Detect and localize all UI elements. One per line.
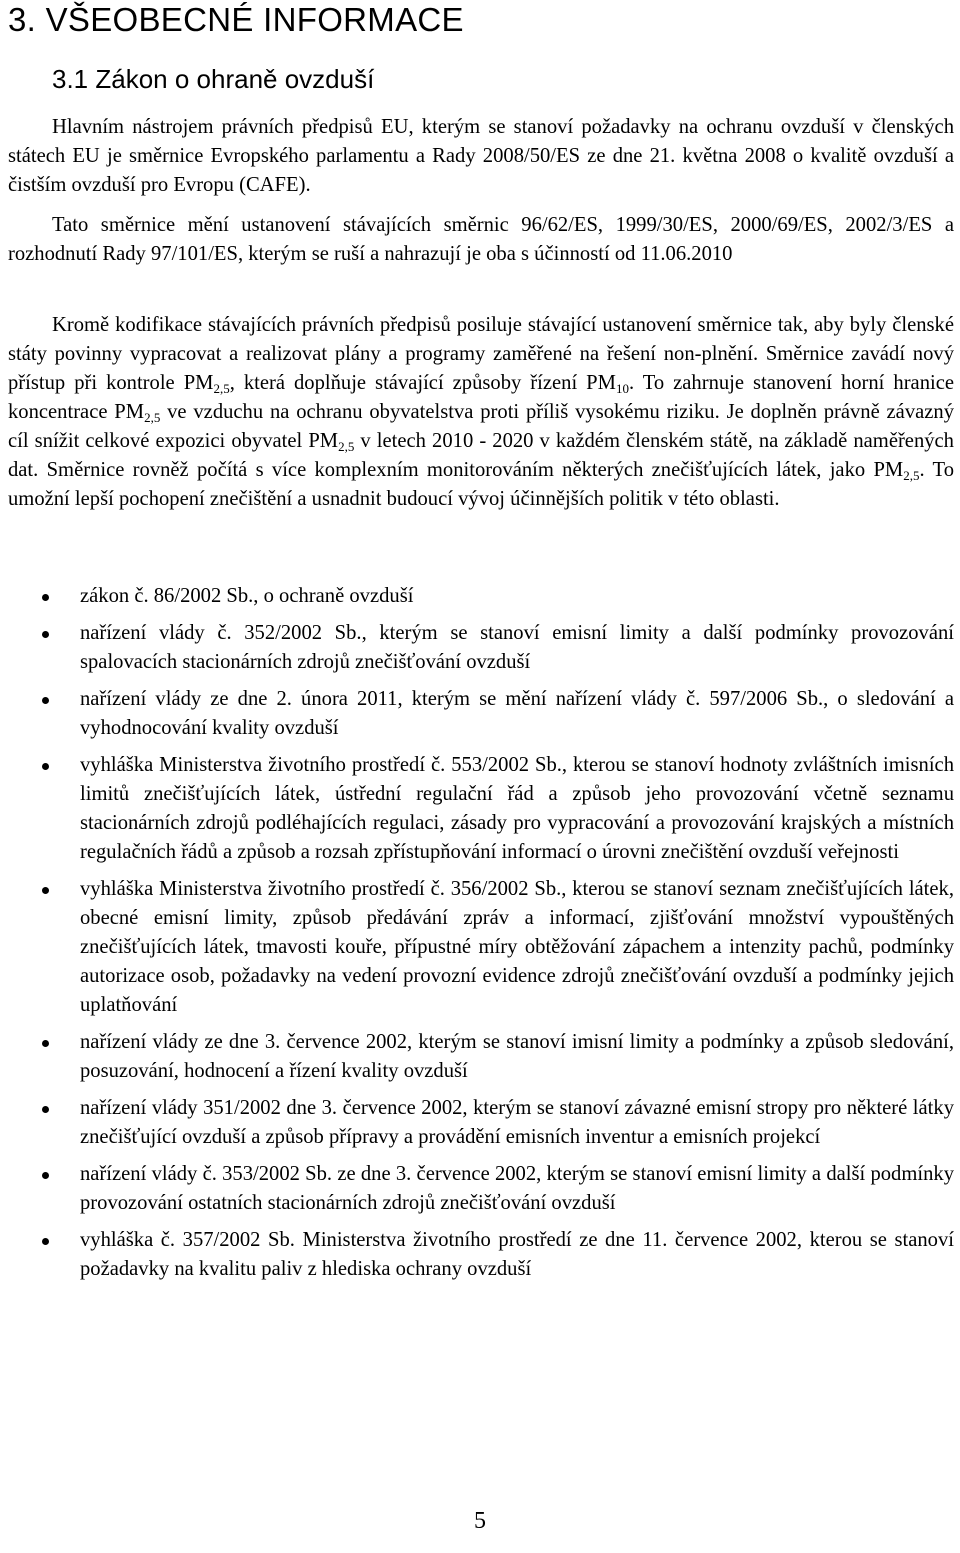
bullet-icon (42, 887, 49, 894)
paragraph-intro (8, 113, 954, 200)
list-item (8, 1094, 954, 1152)
list-item-text: vyhláška Ministerstva životního prostředí č. 356/2002 Sb., kterou se stanoví seznam znečišťujících látek, obecné emisní limity, způsob předávání zpráv a informací, zjišťování množství vypouštěných znečišťujících látek, tmavosti kouře, přípustné míry obtěžování zápachem a intenzity pachů, podmínky autorizace osob, požadavky na vedení provozní evidence zdrojů znečišťování ovzduší a podmínky jejich uplatňování (80, 878, 954, 1016)
bullet-icon (42, 594, 49, 601)
paragraph-amendments (8, 211, 954, 269)
list-item (8, 1160, 954, 1218)
subscript: 10 (615, 381, 629, 396)
list-item-text: nařízení vlády 351/2002 dne 3. července 2002, kterým se stanoví závazné emisní stropy pro některé látky znečišťující ovzduší a způsob přípravy a provádění emisních inventur a emisních projekcí (80, 1097, 954, 1148)
subscript: 2,5 (144, 410, 161, 425)
bullet-icon (42, 763, 49, 770)
bullet-icon (42, 1172, 49, 1179)
list-item (8, 875, 954, 1020)
paragraph-text: , která doplňuje stávající způsoby řízení PM (229, 372, 616, 394)
list-item-text: vyhláška Ministerstva životního prostředí č. 553/2002 Sb., kterou se stanoví hodnoty zvláštních imisních limitů znečišťujících látek, ústřední regulační řád a způsob jeho provozování včetně seznamu stacionárních zdrojů podléhajících regulaci, zásady pro vypracování a provozování krajských a místních regulačních řádů a způsob a rozsah zpřístupňování informací o úrovni znečištění ovzduší veřejnosti (80, 754, 954, 863)
legislation-list (8, 582, 954, 1292)
list-item-text: nařízení vlády č. 352/2002 Sb., kterým se stanoví emisní limity a další podmínky provozování spalovacích stacionárních zdrojů znečišťování ovzduší (80, 622, 954, 673)
list-item-text: zákon č. 86/2002 Sb., o ochraně ovzduší (80, 585, 414, 607)
subscript: 2,5 (903, 468, 920, 483)
list-item-text: nařízení vlády ze dne 3. července 2002, kterým se stanoví imisní limity a podmínky a způsob sledování, posuzování, hodnocení a řízení kvality ovzduší (80, 1031, 954, 1082)
paragraph-text: . To zahrnuje stanovení horní hranice koncentrace PM (8, 372, 954, 423)
bullet-icon (42, 697, 49, 704)
paragraph-codification (8, 311, 954, 514)
list-item (8, 685, 954, 743)
list-item (8, 751, 954, 867)
list-item (8, 582, 954, 611)
paragraph-intro-text: Hlavním nástrojem právních předpisů EU, kterým se stanoví požadavky na ochranu ovzduší v členských státech EU je směrnice Evropského parlamentu a Rady 2008/50/ES ze dne 21. května 2008 o kvalitě ovzduší a čistším ovzduší pro Evropu (CAFE). (8, 116, 954, 196)
list-item-text: vyhláška č. 357/2002 Sb. Ministerstva životního prostředí ze dne 11. července 2002, kterou se stanoví požadavky na kvalitu paliv z hlediska ochrany ovzduší (80, 1229, 954, 1280)
list-item (8, 1226, 954, 1284)
page-number: 5 (474, 1508, 486, 1534)
bullet-icon (42, 1106, 49, 1113)
subscript: 2,5 (213, 381, 230, 396)
bullet-icon (42, 631, 49, 638)
chapter-heading: 3. VŠEOBECNÉ INFORMACE (8, 1, 464, 38)
list-item (8, 1028, 954, 1086)
paragraph-amendments-text: Tato směrnice mění ustanovení stávajících směrnic 96/62/ES, 1999/30/ES, 2000/69/ES, 2002/3/ES a rozhodnutí Rady 97/101/ES, kterým se ruší a nahrazují je oba s účinností od 11.06.2010 (8, 214, 954, 265)
paragraph-text: ve vzduchu na ochranu obyvatelstva proti příliš vysokému riziku. Je doplněn právně závazný cíl snížit celkové expozici obyvatel PM (8, 401, 954, 452)
list-item (8, 619, 954, 677)
subscript: 2,5 (338, 439, 355, 454)
paragraph-text: v letech 2010 - 2020 v každém členském státě, na základě naměřených dat. Směrnice rovněž počítá s více komplexním monitorováním některých znečišťujících látek, jako PM (8, 430, 954, 481)
paragraph-text: Kromě kodifikace stávajících právních předpisů posiluje stávající ustanovení směrnice tak, aby byly členské státy povinny vypracovat a realizovat plány a programy zaměřené na řešení non-plnění. Směrnice zavádí nový přístup při kontrole PM (8, 314, 954, 394)
bullet-icon (42, 1040, 49, 1047)
paragraph-text: . To umožní lepší pochopení znečištění a usnadnit budoucí vývoj účinnějších politik v této oblasti. (8, 459, 954, 510)
list-item-text: nařízení vlády č. 353/2002 Sb. ze dne 3. července 2002, kterým se stanoví emisní limity a další podmínky provozování ostatních stacionárních zdrojů znečišťování ovzduší (80, 1163, 954, 1214)
list-item-text: nařízení vlády ze dne 2. února 2011, kterým se mění nařízení vlády č. 597/2006 Sb., o sledování a vyhodnocování kvality ovzduší (80, 688, 954, 739)
section-heading: 3.1 Zákon o ohraně ovzduší (52, 64, 375, 94)
bullet-icon (42, 1238, 49, 1245)
